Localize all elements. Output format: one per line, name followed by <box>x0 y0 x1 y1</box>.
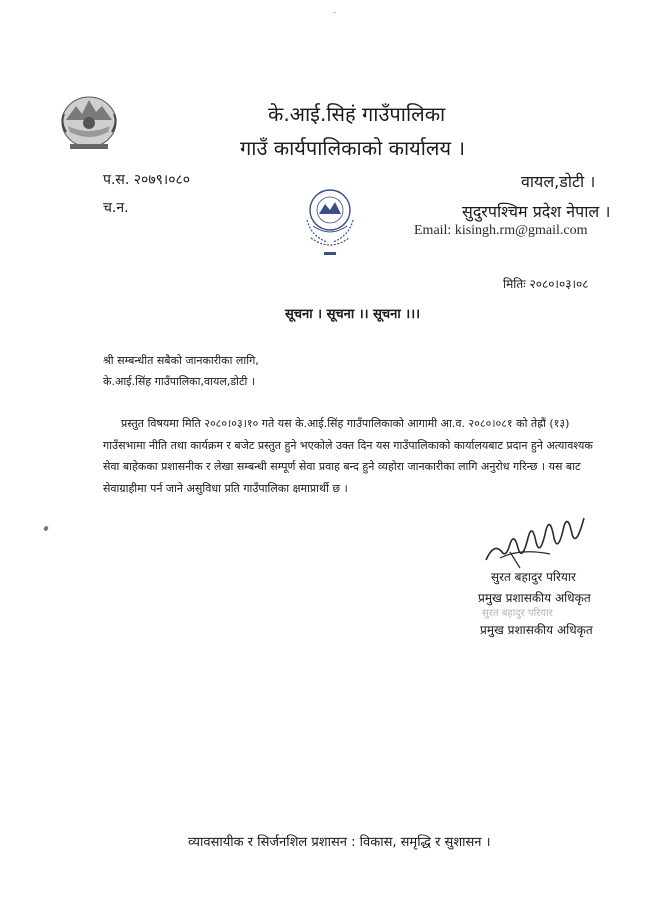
recipient-line2: के.आई.सिंह गाउँपालिका,वायल,डोटी । <box>103 375 256 388</box>
footer-motto: व्यावसायीक र सिर्जनशिल प्रशासन : विकास, समृद्धि र सुशासन । <box>188 835 491 850</box>
recipient-line1: श्री सम्बन्धीत सबैको जानकारीका लागि, <box>103 354 259 367</box>
notice-body: प्रस्तुत विषयमा मिति २०८०।०३।१० गते यस के.आई.सिंह गाउँपालिकाको आगामी आ.व. २०८०।०८१ को तेह्रौं (१३) गाउँसभामा नीति तथा कार्यक्रम र बजेट प्रस्तुत हुने भएकोले उक्त दिन यस गाउँपालिकाको कार्यालयबाट प्रदान हुने अत्यावश्यक सेवा बाहेकका प्रशासनीक र लेखा सम्बन्धी सम्पूर्ण सेवा प्रवाह बन्द हुने व्यहोरा जानकारीका लागि अनुरोध गरिन्छ । यस बाट सेवाग्राहीमा पर्न जाने असुविधा प्रति गाउँपालिका क्षमाप्रार्थी छ । <box>103 417 593 495</box>
office-title-line2: गाउँ कार्यपालिकाको कार्यालय । <box>240 136 466 160</box>
municipality-seal-icon <box>297 180 363 260</box>
office-email: Email: kisingh.rm@gmail.com <box>414 223 588 238</box>
address-line2: सुदुरपश्चिम प्रदेश नेपाल । <box>462 202 611 221</box>
notice-heading: सूचना । सूचना ।। सूचना ।।। <box>285 307 421 322</box>
notice-date: मितिः २०८०।०३।०८ <box>503 277 589 291</box>
signatory-title: प्रमुख प्रशासकीय अधिकृत <box>478 591 591 605</box>
reference-number: प.स. २०७९।०८० <box>103 172 191 188</box>
office-title-line1: के.आई.सिहं गाउँपालिका <box>268 102 446 126</box>
stamp-name: सुरत बहादुर परियार <box>482 608 553 619</box>
signature-icon <box>480 508 590 570</box>
signatory-name: सुरत बहादुर परियार <box>491 570 576 584</box>
dispatch-number: च.न. <box>103 200 129 216</box>
scan-speck <box>43 525 49 531</box>
address-line1: वायल,डोटी । <box>521 172 596 191</box>
stamp-title: प्रमुख प्रशासकीय अधिकृत <box>480 623 593 637</box>
nepal-emblem-icon <box>58 92 120 152</box>
scan-mark <box>333 12 336 13</box>
